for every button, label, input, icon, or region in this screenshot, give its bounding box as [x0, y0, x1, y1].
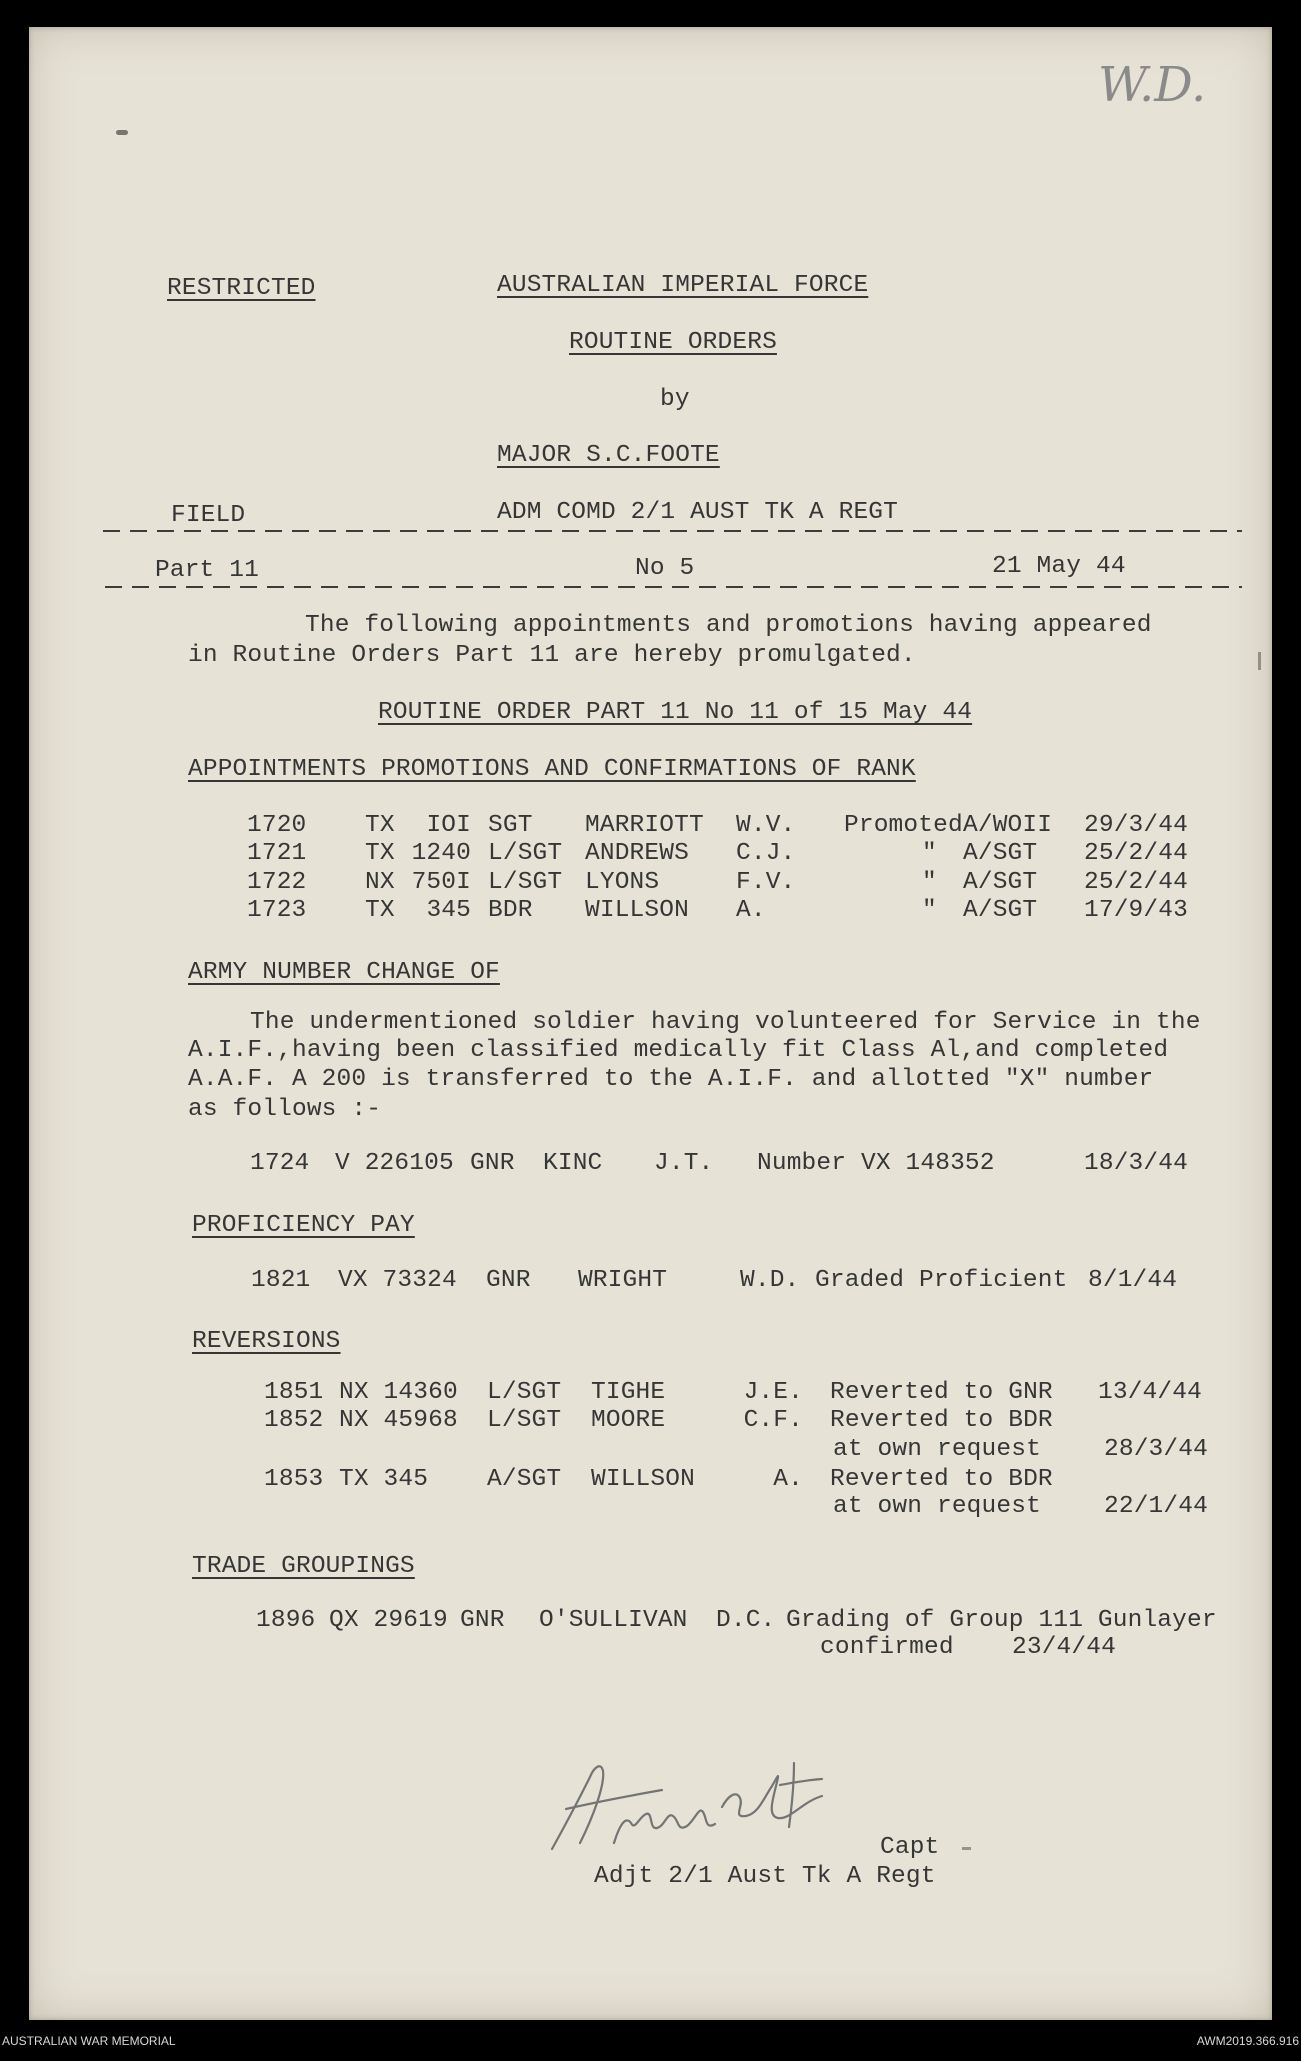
initials: J.E. [743, 1379, 803, 1406]
table-row-continuation [0, 1493, 1301, 1521]
rank: L/SGT [488, 840, 563, 867]
initials: A. [773, 1466, 803, 1493]
dashed-rule [105, 586, 1242, 588]
issuing-officer: MAJOR S.C.FOOTE [497, 442, 720, 469]
army-number: 345 [426, 897, 471, 924]
new-rank: A/WOII [963, 812, 1053, 839]
new-rank: A/SGT [963, 897, 1038, 924]
surname: O'SULLIVAN [539, 1607, 688, 1634]
new-rank: A/SGT [963, 869, 1038, 896]
table-row [0, 1607, 1301, 1635]
table-row [0, 897, 1301, 925]
table-row [0, 840, 1301, 868]
order-item-number: 1723 [247, 897, 307, 924]
classification: RESTRICTED [167, 275, 316, 302]
surname: TIGHE [591, 1379, 666, 1406]
detail: Grading of Group 111 Gunlayer [786, 1607, 1217, 1634]
surname: WILLSON [585, 897, 689, 924]
paragraph-line: The undermentioned soldier having volunteered for Service in the [250, 1009, 1201, 1036]
document-title: ROUTINE ORDERS [569, 329, 777, 356]
paragraph-line: as follows :- [188, 1096, 382, 1123]
effective-date: 25/2/44 [1084, 869, 1188, 896]
section-heading-reversions: REVERSIONS [192, 1328, 341, 1355]
order-item-number: 1853 [264, 1466, 324, 1493]
unit: ADM COMD 2/1 AUST TK A REGT [497, 499, 899, 526]
ditto-mark: " [922, 869, 937, 896]
dashed-rule [103, 530, 1242, 532]
surname: WILLSON [591, 1466, 695, 1493]
army-number-prefix: TX [365, 812, 395, 839]
initials: A. [736, 897, 766, 924]
detail: Reverted to GNR [830, 1379, 1053, 1406]
order-number: No 5 [635, 555, 695, 582]
reference-heading: ROUTINE ORDER PART 11 No 11 of 15 May 44 [378, 699, 973, 726]
signature [530, 1745, 860, 1860]
handwritten-annotation: W.D. [1098, 57, 1207, 113]
rank: L/SGT [487, 1379, 562, 1406]
effective-date: 23/4/44 [1012, 1634, 1116, 1661]
table-row [0, 869, 1301, 897]
table-row [0, 812, 1301, 840]
table-row [0, 1267, 1301, 1295]
section-heading-army-number-change: ARMY NUMBER CHANGE OF [188, 959, 500, 986]
rank: A/SGT [487, 1466, 562, 1493]
surname: MOORE [591, 1407, 666, 1434]
detail: Graded Proficient [815, 1267, 1068, 1294]
rank: BDR [488, 897, 533, 924]
initials: F.V. [736, 869, 796, 896]
force-title: AUSTRALIAN IMPERIAL FORCE [497, 272, 869, 299]
army-number-prefix: TX [365, 840, 395, 867]
army-number: 750I [411, 869, 471, 896]
army-number-prefix: TX [365, 897, 395, 924]
detail: Number VX 148352 [757, 1150, 995, 1177]
table-row-continuation [0, 1436, 1301, 1464]
initials: C.J. [736, 840, 796, 867]
order-item-number: 1720 [247, 812, 307, 839]
rank: GNR [470, 1150, 515, 1177]
paragraph-line: A.I.F.,having been classified medically fit Class Al,and completed [188, 1037, 1169, 1064]
ditto-mark: " [922, 840, 937, 867]
rank: L/SGT [488, 869, 563, 896]
order-date: 21 May 44 [992, 553, 1126, 580]
initials: W.D. [740, 1267, 800, 1294]
table-row [0, 1466, 1301, 1494]
section-heading-appointments: APPOINTMENTS PROMOTIONS AND CONFIRMATIONS OF RANK [188, 756, 916, 783]
army-number: TX 345 [339, 1466, 429, 1493]
signatory-rank: Capt [880, 1834, 940, 1861]
archive-credit: AUSTRALIAN WAR MEMORIAL [2, 2034, 176, 2048]
effective-date: 25/2/44 [1084, 840, 1188, 867]
action: Promoted [844, 812, 963, 839]
detail: Reverted to BDR [830, 1466, 1053, 1493]
effective-date: 18/3/44 [1084, 1150, 1188, 1177]
initials: W.V. [736, 812, 796, 839]
location: FIELD [171, 502, 246, 529]
detail: Reverted to BDR [830, 1407, 1053, 1434]
initials: D.C. [716, 1607, 776, 1634]
army-number-prefix: NX [365, 869, 395, 896]
ditto-mark: " [922, 897, 937, 924]
order-item-number: 1821 [251, 1267, 311, 1294]
army-number: NX 45968 [339, 1407, 458, 1434]
detail-continuation: at own request [833, 1436, 1041, 1463]
effective-date: 13/4/44 [1098, 1379, 1202, 1406]
signatory-appointment: Adjt 2/1 Aust Tk A Regt [594, 1863, 936, 1890]
effective-date: 22/1/44 [1104, 1493, 1208, 1520]
table-row [0, 1150, 1301, 1178]
initials: J.T. [654, 1150, 714, 1177]
surname: WRIGHT [578, 1267, 668, 1294]
army-number: IOI [426, 812, 471, 839]
army-number: V 226105 [335, 1150, 454, 1177]
rank: SGT [488, 812, 533, 839]
table-row-continuation [0, 1634, 1301, 1662]
paragraph-line: A.A.F. A 200 is transferred to the A.I.F. and allotted "X" number [188, 1066, 1154, 1093]
paper-mark [1258, 652, 1261, 670]
surname: ANDREWS [585, 840, 689, 867]
table-row [0, 1379, 1301, 1407]
surname: LYONS [585, 869, 660, 896]
paper-mark [116, 130, 128, 135]
effective-date: 28/3/44 [1104, 1436, 1208, 1463]
rank: L/SGT [487, 1407, 562, 1434]
effective-date: 8/1/44 [1088, 1267, 1178, 1294]
detail-continuation: at own request [833, 1493, 1041, 1520]
archive-reference: AWM2019.366.916 [1196, 2034, 1299, 2048]
order-item-number: 1896 [256, 1607, 316, 1634]
table-row [0, 1407, 1301, 1435]
section-heading-proficiency-pay: PROFICIENCY PAY [192, 1212, 415, 1239]
detail-continuation: confirmed [820, 1634, 954, 1661]
army-number: VX 73324 [338, 1267, 457, 1294]
order-item-number: 1852 [264, 1407, 324, 1434]
order-item-number: 1721 [247, 840, 307, 867]
new-rank: A/SGT [963, 840, 1038, 867]
order-item-number: 1722 [247, 869, 307, 896]
rank: GNR [486, 1267, 531, 1294]
army-number: QX 29619 [329, 1607, 448, 1634]
paper-mark [962, 1847, 971, 1850]
army-number: 1240 [411, 840, 471, 867]
section-heading-trade-groupings: TRADE GROUPINGS [192, 1553, 415, 1580]
intro-line: in Routine Orders Part 11 are hereby promulgated. [188, 642, 916, 669]
effective-date: 29/3/44 [1084, 812, 1188, 839]
rank: GNR [460, 1607, 505, 1634]
order-item-number: 1851 [264, 1379, 324, 1406]
effective-date: 17/9/43 [1084, 897, 1188, 924]
part-label: Part 11 [155, 557, 259, 584]
by-line: by [660, 386, 690, 413]
order-item-number: 1724 [250, 1150, 310, 1177]
surname: MARRIOTT [585, 812, 704, 839]
surname: KINC [543, 1150, 603, 1177]
intro-line: The following appointments and promotions having appeared [305, 612, 1152, 639]
army-number: NX 14360 [339, 1379, 458, 1406]
initials: C.F. [743, 1407, 803, 1434]
